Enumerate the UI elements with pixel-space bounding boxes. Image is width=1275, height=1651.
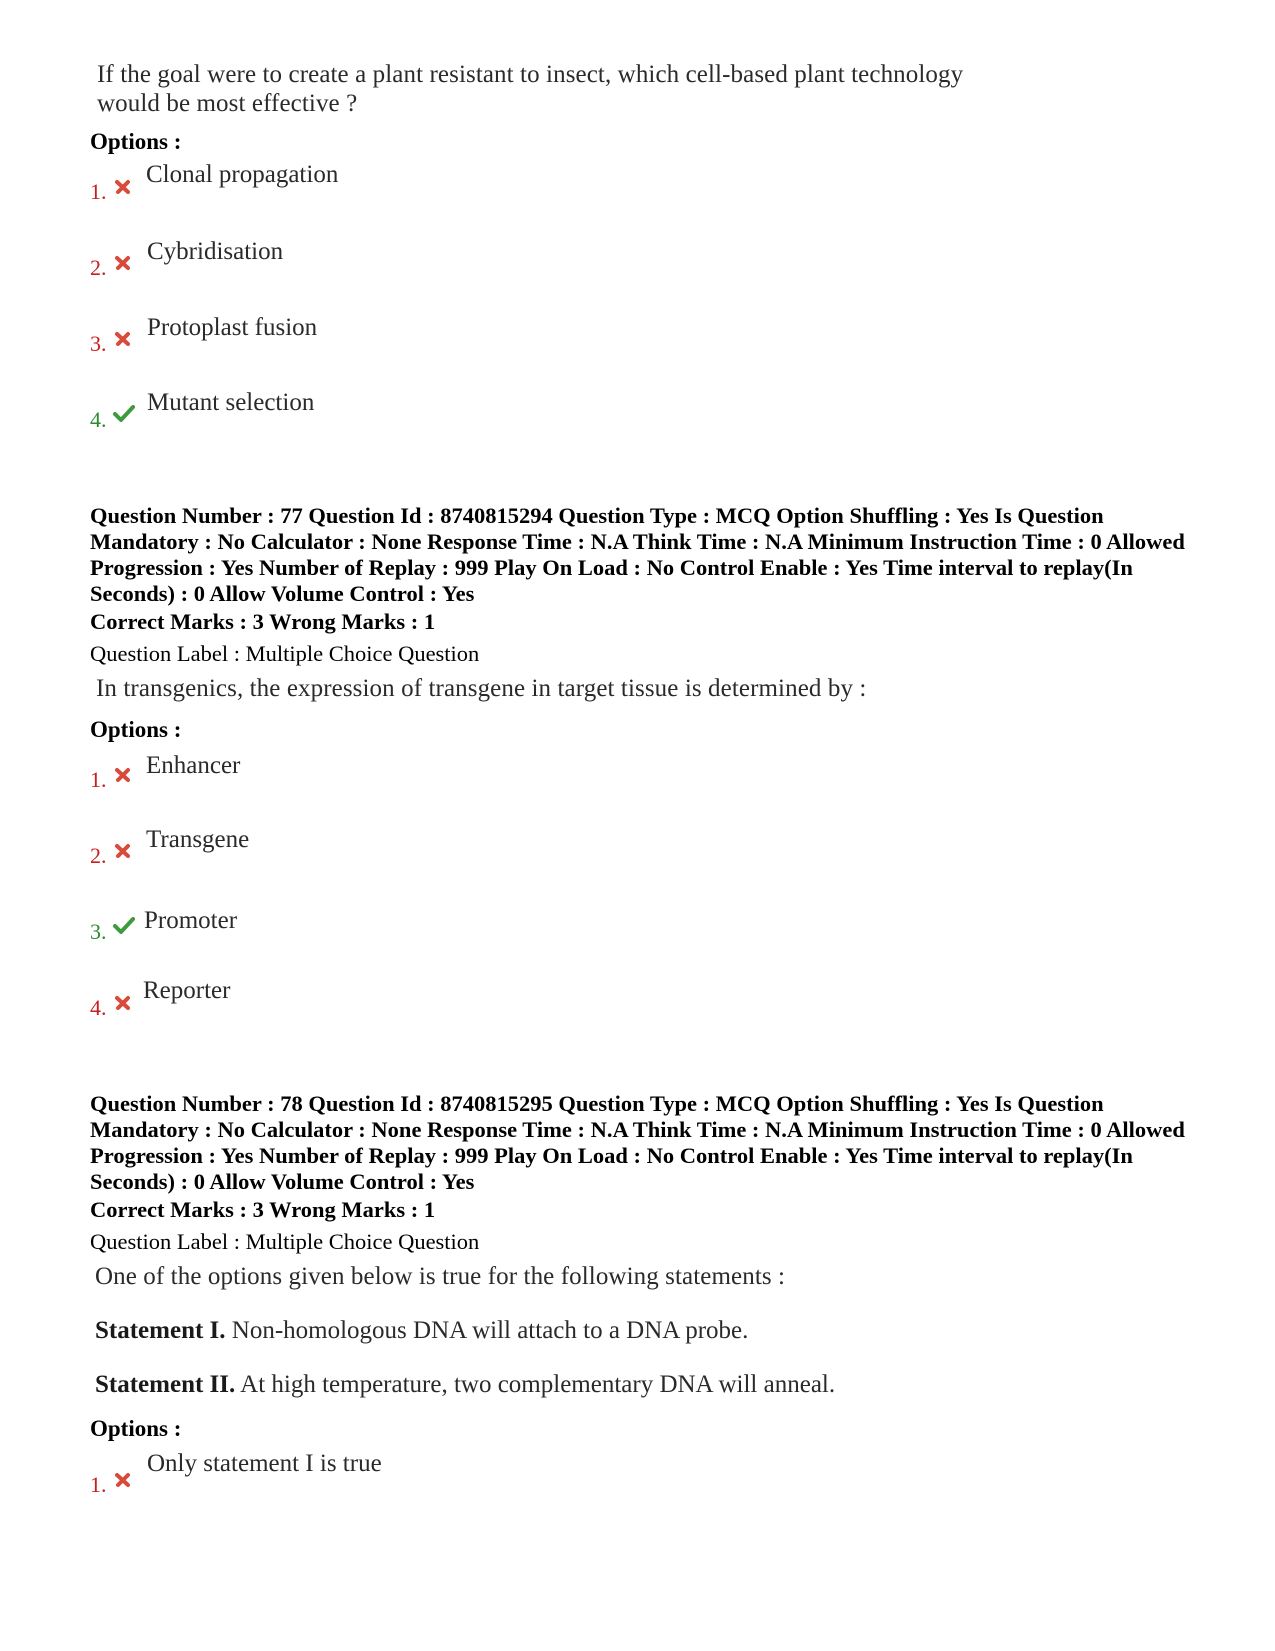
cross-icon [114,842,132,860]
option-number: 3. [90,919,107,944]
cross-icon [114,254,132,272]
option-number: 4. [90,995,107,1020]
option-number: 2. [90,255,107,280]
cross-icon [114,994,132,1012]
question-77-meta: Question Number : 77 Question Id : 8740815294 Question Type : MCQ Option Shuffling : Yes Is Question Mandatory : No Calculator : None Response Time : N.A Think Time : N.A Minimum Instruction Time : 0 Allowed Progression : Yes Number of Replay : 999 Play On Load : No Control Enable : Yes Time interval to replay(In Seconds) : 0 Allow Volume Control : Yes [90,503,1185,606]
question-77-label: Question Label : Multiple Choice Question [90,641,480,666]
option-number: 2. [90,843,107,868]
option-text: Mutant selection [147,389,315,416]
option-text: Protoplast fusion [147,314,318,341]
option-number: 1. [90,767,107,792]
option-text: Transgene [146,826,250,853]
option-number: 1. [90,1472,107,1497]
option-number: 1. [90,179,107,204]
option-text: Enhancer [146,752,241,779]
question-76-text-line2: would be most effective ? [97,90,358,117]
option-text: Only statement I is true [147,1450,382,1477]
question-78-meta: Question Number : 78 Question Id : 8740815295 Question Type : MCQ Option Shuffling : Yes Is Question Mandatory : No Calculator : None Response Time : N.A Think Time : N.A Minimum Instruction Time : 0 Allowed Progression : Yes Number of Replay : 999 Play On Load : No Control Enable : Yes Time interval to replay(In Seconds) : 0 Allow Volume Control : Yes [90,1091,1185,1194]
statement-1-text: Non-homologous DNA will attach to a DNA probe. [225,1317,749,1344]
cross-icon [114,330,132,348]
option-number: 3. [90,331,107,356]
cross-icon [114,1471,132,1489]
options-label: Options : [90,717,182,742]
question-78-label: Question Label : Multiple Choice Question [90,1229,480,1254]
option-number: 4. [90,407,107,432]
statement-1 [95,1316,748,1346]
option-text: Promoter [144,907,238,934]
question-78-text: One of the options given below is true for the following statements : [95,1263,786,1290]
question-78-marks: Correct Marks : 3 Wrong Marks : 1 [90,1197,436,1222]
check-icon [113,916,135,936]
statement-2-text: At high temperature, two complementary DNA will anneal. [235,1371,836,1398]
question-77-text: In transgenics, the expression of transgene in target tissue is determined by : [96,675,867,702]
option-text: Clonal propagation [146,161,339,188]
check-icon [113,404,135,424]
question-76-text-line1: If the goal were to create a plant resistant to insect, which cell-based plant technology [97,61,964,88]
statement-1-title: Statement I. [95,1317,226,1344]
cross-icon [114,178,132,196]
cross-icon [114,766,132,784]
option-text: Cybridisation [147,238,284,265]
statement-2-title: Statement II. [95,1371,236,1398]
option-text: Reporter [143,977,231,1004]
statement-2 [95,1370,835,1400]
question-77-marks: Correct Marks : 3 Wrong Marks : 1 [90,609,436,634]
options-label: Options : [90,129,182,154]
options-label: Options : [90,1416,182,1441]
